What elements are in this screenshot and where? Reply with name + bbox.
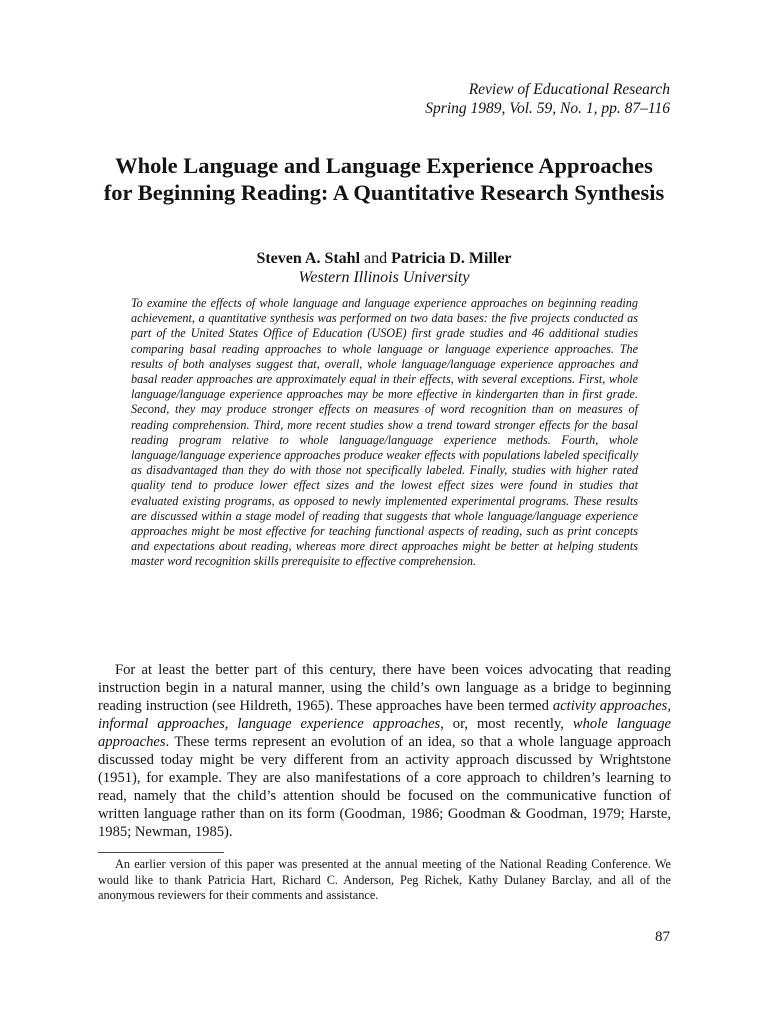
abstract: To examine the effects of whole language and language experience approaches on beginning reading achievement, a quantitative synthesis was performed on two data bases: the five projects conducted as part of the United States Office of Education (USOE) first grade studies and 46 additional studies comparing basal reading approaches to whole language or language experience approaches. The results of both analyses suggest that, overall, whole language/language experience approaches and basal reader approaches are approximately equal in their effects, with several exceptions. First, whole language/language experience approaches may be more effective in kindergarten than in first grade. Second, they may produce stronger effects on measures of word recognition than on measures of reading comprehension. Third, more recent studies show a trend toward stronger effects for the basal reading program relative to whole language/language experience methods. Fourth, whole language/language experience approaches produce weaker effects with populations labeled specifically as disadvantaged than they do with those not specifically labeled. Finally, studies with higher rated quality tend to produce lower effect sizes and the lowest effect sizes were found in studies that evaluated existing programs, as opposed to newly implemented experimental programs. These results are discussed within a stage model of reading that suggests that whole language/language experience approaches might be most effective for teaching functional aspects of reading, such as print concepts and expectations about reading, whereas more direct approaches might be better at helping students master word recognition skills prerequisite to effective comprehension. — [131, 296, 638, 569]
body-emphasis: whole language approaches — [98, 716, 671, 750]
journal-name: Review of Educational Research — [468, 81, 670, 98]
page-number: 87 — [655, 929, 670, 945]
journal-issue: Spring 1989, Vol. 59, No. 1, pp. 87–116 — [425, 100, 670, 117]
body-paragraph — [98, 661, 671, 841]
footnote-divider — [98, 852, 224, 853]
footnote: An earlier version of this paper was presented at the annual meeting of the National Reading Conference. We would like to thank Patricia Hart, Richard C. Anderson, Peg Richek, Kathy Dulaney Barclay, and all of the anonymous reviewers for their comments and assistance. — [98, 857, 671, 902]
body-text-segment: For at least the better part of this century, there have been voices advocating that reading instruction begin in a natural manner, using the child’s own language as a bridge to beginning reading instruction (see Hildreth, 1965). These approaches have been termed — [98, 662, 671, 714]
author-name-2: Patricia D. Miller — [391, 250, 512, 267]
author-affiliation: Western Illinois University — [298, 269, 470, 286]
article-title: Whole Language and Language Experience Approaches for Beginning Reading: A Quantitative Research Synthesis — [103, 153, 665, 205]
journal-header — [425, 80, 670, 118]
body-text-segment: , or, most recently, — [440, 716, 573, 732]
author-name-1: Steven A. Stahl — [256, 250, 361, 267]
body-text-segment: . These terms represent an evolution of an idea, so that a whole language approach discussed today might be very different from an activity approach discussed by Wrightstone (1951), for example. They are also manifestations of a core approach to children’s learning to read, namely that the child’s attention should be focused on the communicative function of written language rather than on its form (Goodman, 1986; Goodman & Goodman, 1979; Harste, 1985; Newman, 1985). — [98, 734, 671, 840]
body-emphasis: activity approaches, informal approaches, language experience approaches — [98, 698, 671, 732]
author-line — [100, 249, 668, 268]
author-conjunction: and — [364, 250, 388, 267]
